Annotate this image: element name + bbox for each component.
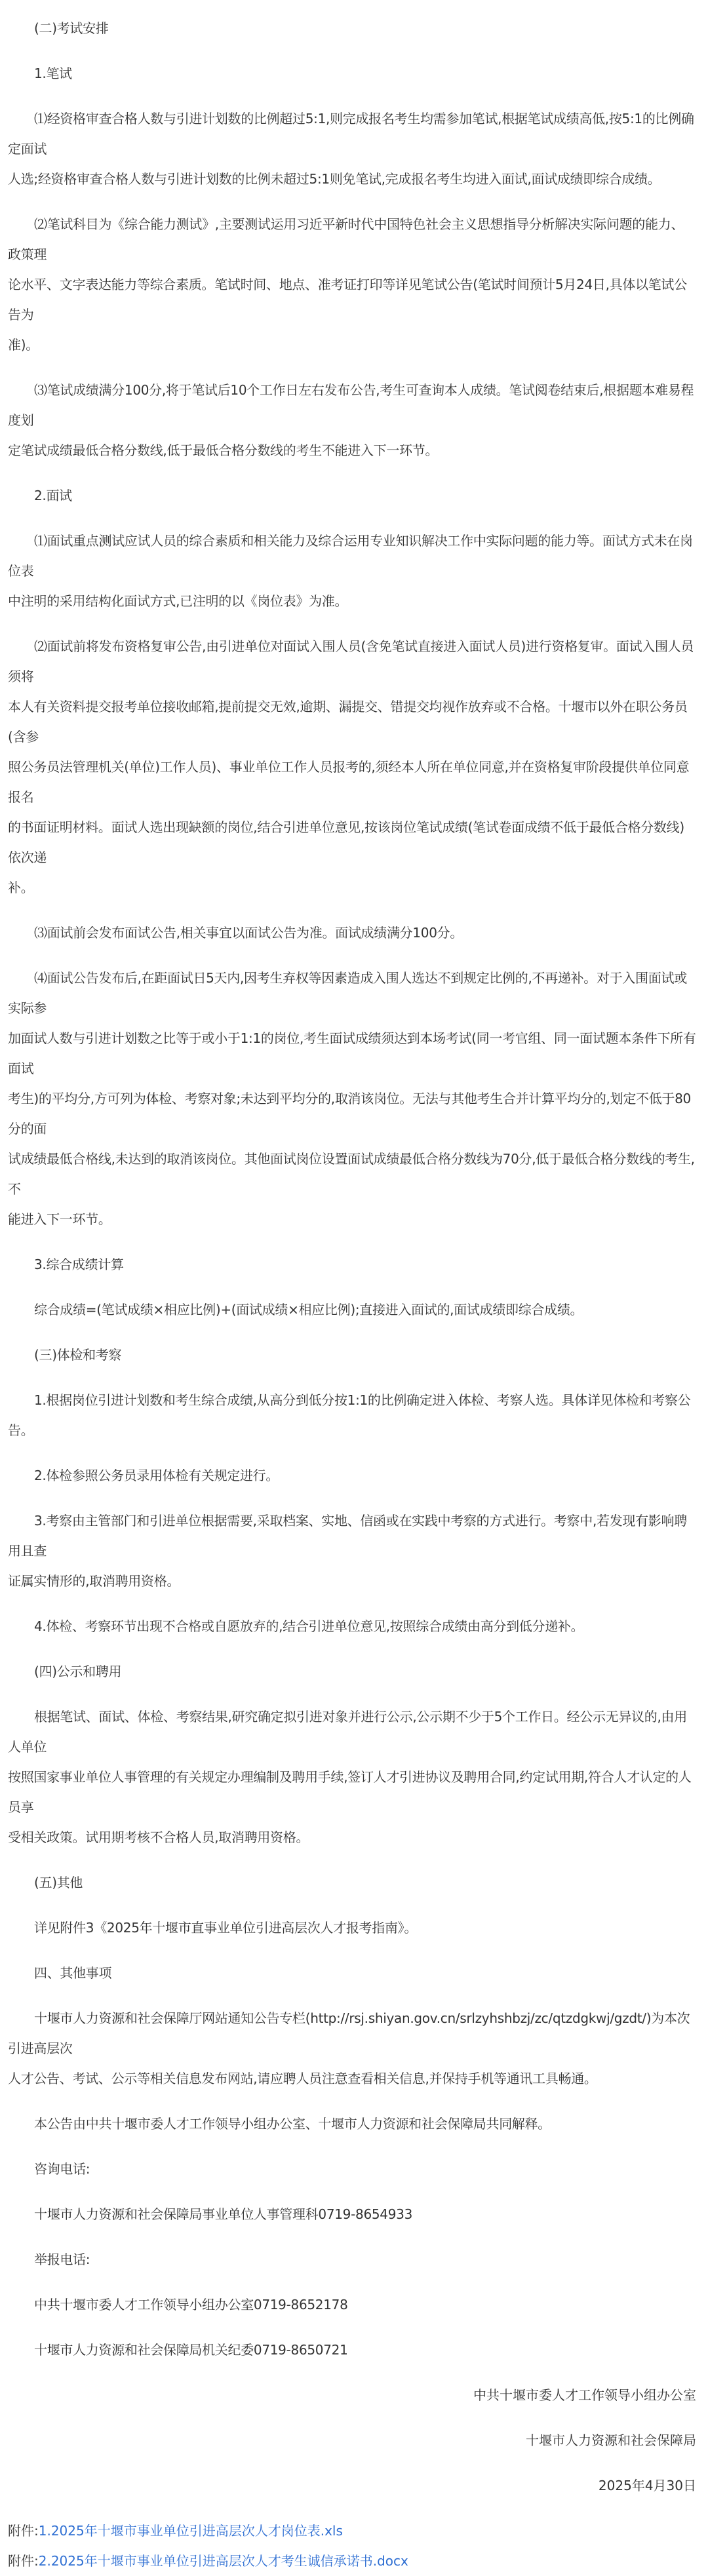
attachment-link-integrity-pledge[interactable]: 2.2025年十堰市事业单位引进高层次人才考生诚信承诺书.docx	[38, 2553, 408, 2569]
paragraph-line: 人选;经资格审查合格人数与引进计划数的比例未超过5:1则免笔试,完成报名考生均进入面试,面试成绩即综合成绩。	[8, 171, 661, 187]
paragraph-line: 本人有关资料提交报考单位接收邮箱,提前提交无效,逾期、漏提交、错提交均视作放弃或不合格。十堰市以外在职公务员(含参	[8, 699, 688, 745]
paragraph-line: 按照国家事业单位人事管理的有关规定办理编制及聘用手续,签订人才引进协议及聘用合同,约定试用期,符合人才认定的人员享	[8, 1769, 692, 1815]
section-heading: 3.综合成绩计算	[34, 1257, 124, 1272]
section-heading: 四、其他事项	[34, 1965, 112, 1981]
paragraph-line: 加面试人数与引进计划数之比等于或小于1:1的岗位,考生面试成绩须达到本场考试(同一考官组、同一面试题本条件下所有面试	[8, 1030, 696, 1076]
paragraph-line: 受相关政策。试用期考核不合格人员,取消聘用资格。	[8, 1829, 309, 1845]
section-heading: (三)体检和考察	[34, 1347, 122, 1363]
paragraph	[8, 526, 696, 616]
attachment-link-job-table[interactable]: 1.2025年十堰市事业单位引进高层次人才岗位表.xls	[38, 2523, 343, 2539]
paragraph	[8, 918, 696, 948]
section-heading: (五)其他	[34, 1875, 83, 1890]
paragraph-line: 4.体检、考察环节出现不合格或自愿放弃的,结合引进单位意见,按照综合成绩由高分到低分递补。	[34, 1618, 584, 1634]
paragraph-line: ⑴经资格审查合格人数与引进计划数的比例超过5:1,则完成报名考生均需参加笔试,根据笔试成绩高低,按5:1的比例确定面试	[8, 111, 694, 157]
paragraph-line: 综合成绩=(笔试成绩×相应比例)+(面试成绩×相应比例);直接进入面试的,面试成绩即综合成绩。	[34, 1302, 583, 1317]
paragraph-line: 中注明的采用结构化面试方式,已注明的以《岗位表》为准。	[8, 593, 348, 609]
paragraph	[8, 209, 696, 360]
paragraph-line: 定笔试成绩最低合格分数线,低于最低合格分数线的考生不能进入下一环节。	[8, 442, 439, 458]
paragraph	[8, 2003, 696, 2094]
paragraph-line: ⑴面试重点测试应试人员的综合素质和相关能力及综合运用专业知识解决工作中实际问题的能力等。面试方式未在岗位表	[8, 533, 693, 579]
paragraph-line: 详见附件3《2025年十堰市直事业单位引进高层次人才报考指南》。	[34, 1920, 418, 1936]
paragraph	[8, 2290, 696, 2320]
paragraph-line: 根据笔试、面试、体检、考察结果,研究确定拟引进对象并进行公示,公示期不少于5个工作日。经公示无异议的,由用人单位	[8, 1709, 687, 1755]
paragraph-line: 十堰市人力资源和社会保障厅网站通知公告专栏(http://rsj.shiyan.gov.cn/srlzyhshbzj/zc/qtzdgkwj/gzdt/)为本次引进高层次	[8, 2010, 690, 2056]
notice-body	[8, 0, 696, 2365]
paragraph-line: 考生)的平均分,方可列为体检、考察对象;未达到平均分的,取消该岗位。无法与其他考生合并计算平均分的,划定不低于80分的面	[8, 1091, 691, 1137]
section-heading: (四)公示和聘用	[34, 1664, 122, 1679]
paragraph	[8, 2109, 696, 2139]
paragraph-line: 人才公告、考试、公示等相关信息发布网站,请应聘人员注意查看相关信息,并保持手机等通讯工具畅通。	[8, 2071, 597, 2086]
paragraph-line: 的书面证明材料。面试人选出现缺额的岗位,结合引进单位意见,按该岗位笔试成绩(笔试卷面成绩不低于最低合格分数线)依次递	[8, 819, 684, 865]
paragraph-line: 本公告由中共十堰市委人才工作领导小组办公室、十堰市人力资源和社会保障局共同解释。	[34, 2116, 551, 2132]
paragraph-line: 中共十堰市委人才工作领导小组办公室0719-8652178	[34, 2297, 348, 2313]
paragraph-line: 1.根据岗位引进计划数和考生综合成绩,从高分到低分按1:1的比例确定进入体检、考察人选。具体详见体检和考察公告。	[8, 1392, 691, 1438]
section-heading: (二)考试安排	[34, 20, 109, 36]
section-heading: 举报电话:	[34, 2252, 90, 2267]
paragraph-line: ⑶笔试成绩满分100分,将于笔试后10个工作日左右发布公告,考生可查询本人成绩。笔试阅卷结束后,根据题本难易程度划	[8, 382, 694, 428]
paragraph-line: 2.体检参照公务员录用体检有关规定进行。	[34, 1468, 279, 1483]
paragraph-line: 照公务员法管理机关(单位)工作人员)、事业单位工作人员报考的,须经本人所在单位同意,并在资格复审阶段提供单位同意报名	[8, 759, 690, 805]
signature-org-hr-bureau: 十堰市人力资源和社会保障局	[526, 2432, 696, 2448]
signature-date: 2025年4月30日	[598, 2478, 696, 2493]
paragraph-line: 十堰市人力资源和社会保障局机关纪委0719-8650721	[34, 2342, 348, 2358]
paragraph	[8, 963, 696, 1234]
paragraph	[8, 1385, 696, 1445]
paragraph-line: 能进入下一环节。	[8, 1211, 111, 1227]
paragraph	[8, 2199, 696, 2229]
paragraph-line: ⑵面试前将发布资格复审公告,由引进单位对面试入围人员(含免笔试直接进入面试人员)进行资格复审。面试入围人员须将	[8, 638, 694, 684]
paragraph-line: ⑶面试前会发布面试公告,相关事宜以面试公告为准。面试成绩满分100分。	[34, 925, 463, 941]
paragraph-line: 准)。	[8, 337, 39, 353]
paragraph	[8, 1913, 696, 1943]
paragraph	[8, 631, 696, 903]
attachment-prefix: 附件:	[8, 2553, 39, 2569]
paragraph	[8, 1611, 696, 1641]
signature-org-talent-office: 中共十堰市委人才工作领导小组办公室	[473, 2387, 696, 2403]
attachment-row-2	[8, 2546, 696, 2576]
paragraph-line: ⑷面试公告发布后,在距面试日5天内,因考生弃权等因素造成入围人选达不到规定比例的,不再递补。对于入围面试或实际参	[8, 970, 687, 1016]
paragraph-line: 证属实情形的,取消聘用资格。	[8, 1573, 180, 1589]
section-heading: 2.面试	[34, 488, 72, 503]
paragraph	[8, 2335, 696, 2365]
attachment-prefix: 附件:	[8, 2523, 39, 2539]
paragraph	[8, 1295, 696, 1325]
paragraph	[8, 104, 696, 194]
paragraph-line: 补。	[8, 880, 34, 895]
paragraph	[8, 1506, 696, 1596]
paragraph	[8, 1702, 696, 1852]
paragraph-line: ⑵笔试科目为《综合能力测试》,主要测试运用习近平新时代中国特色社会主义思想指导分析解决实际问题的能力、政策理	[8, 216, 684, 262]
paragraph	[8, 375, 696, 465]
paragraph-line: 十堰市人力资源和社会保障局事业单位人事管理科0719-8654933	[34, 2206, 412, 2222]
section-heading: 1.笔试	[34, 66, 72, 81]
section-heading: 咨询电话:	[34, 2161, 90, 2177]
paragraph-line: 3.考察由主管部门和引进单位根据需要,采取档案、实地、信函或在实践中考察的方式进行。考察中,若发现有影响聘用且查	[8, 1513, 687, 1559]
paragraph-line: 论水平、文字表达能力等综合素质。笔试时间、地点、准考证打印等详见笔试公告(笔试时间预计5月24日,具体以笔试公告为	[8, 277, 687, 322]
paragraph	[8, 1460, 696, 1491]
attachment-row-1	[8, 2516, 696, 2546]
paragraph-line: 试成绩最低合格线,未达到的取消该岗位。其他面试岗位设置面试成绩最低合格分数线为70分,低于最低合格分数线的考生,不	[8, 1151, 695, 1197]
